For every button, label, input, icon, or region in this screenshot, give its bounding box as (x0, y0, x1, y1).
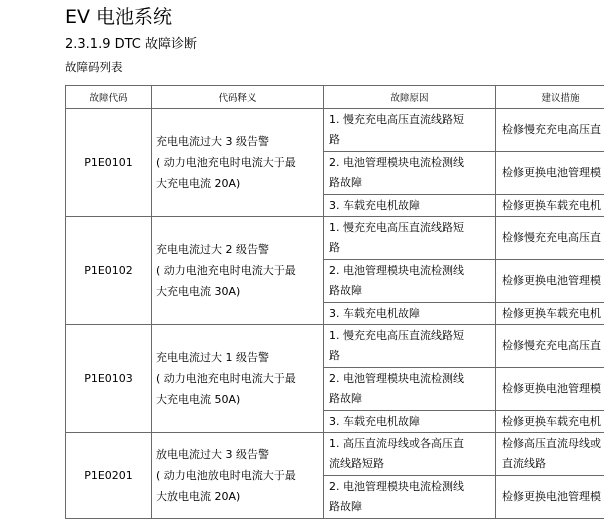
fault-cause-line: 流线路短路 (329, 457, 384, 470)
dtc-table-container (65, 85, 604, 519)
suggested-action-line: 检修更换电池管理模 (502, 166, 601, 179)
fault-cause-line: 1. 慢充充电高压直流线路短 (329, 113, 464, 126)
table-row (66, 325, 604, 368)
fault-cause-line: 1. 慢充充电高压直流线路短 (329, 221, 464, 234)
fault-cause-line: 路故障 (329, 176, 362, 189)
code-meaning-line: 大充电电流 20A) (156, 177, 241, 190)
fault-cause-cell (324, 476, 496, 519)
code-meaning-line: 大充电电流 30A) (156, 285, 241, 298)
fault-cause-line: 2. 电池管理模块电流检测线 (329, 372, 464, 385)
fault-cause-line: 路 (329, 133, 340, 146)
header-fault-code: 故障代码 (66, 86, 152, 109)
suggested-action-cell (496, 368, 604, 411)
suggested-action-line: 检修更换电池管理模 (502, 274, 601, 287)
fault-cause-cell (324, 109, 496, 152)
code-meaning-cell (152, 325, 324, 433)
code-meaning-line: 大充电电流 50A) (156, 393, 241, 406)
fault-code-cell: P1E0201 (66, 433, 152, 519)
fault-code-cell: P1E0102 (66, 217, 152, 325)
fault-cause-line: 路故障 (329, 284, 362, 297)
fault-cause-cell (324, 303, 496, 325)
suggested-action-cell (496, 195, 604, 217)
fault-cause-line: 2. 电池管理模块电流检测线 (329, 480, 464, 493)
fault-cause-line: 路 (329, 349, 340, 362)
fault-cause-cell (324, 325, 496, 368)
table-row (66, 217, 604, 260)
suggested-action-line: 检修高压直流母线或 (502, 437, 601, 450)
suggested-action-cell (496, 303, 604, 325)
header-fault-cause: 故障原因 (324, 86, 496, 109)
suggested-action-cell (496, 152, 604, 195)
fault-cause-cell (324, 195, 496, 217)
fault-cause-line: 2. 电池管理模块电流检测线 (329, 264, 464, 277)
code-meaning-line: ( 动力电池充电时电流大于最 (156, 372, 296, 385)
document-title: EV 电池系统 (65, 6, 173, 28)
fault-code-cell: P1E0103 (66, 325, 152, 433)
suggested-action-cell (496, 109, 604, 152)
code-meaning-line: ( 动力电池充电时电流大于最 (156, 156, 296, 169)
suggested-action-cell (496, 476, 604, 519)
fault-cause-cell (324, 260, 496, 303)
fault-cause-line: 3. 车载充电机故障 (329, 306, 420, 320)
dtc-table (65, 85, 604, 519)
suggested-action-line: 检修更换车载充电机 (502, 306, 601, 320)
suggested-action-line: 检修更换电池管理模 (502, 382, 601, 395)
header-suggested-action: 建议措施 (496, 86, 604, 109)
table-row (66, 109, 604, 152)
fault-cause-cell (324, 368, 496, 411)
code-meaning-line: 充电电流过大 3 级告警 (156, 135, 269, 148)
suggested-action-line: 检修慢充充电高压直 (502, 123, 601, 136)
fault-cause-line: 1. 高压直流母线或各高压直 (329, 437, 464, 450)
suggested-action-line: 检修更换车载充电机 (502, 414, 601, 428)
suggested-action-cell (496, 411, 604, 433)
code-meaning-line: 充电电流过大 1 级告警 (156, 351, 269, 364)
table-row (66, 433, 604, 476)
suggested-action-line: 检修更换车载充电机 (502, 198, 601, 212)
fault-cause-line: 2. 电池管理模块电流检测线 (329, 156, 464, 169)
fault-cause-line: 3. 车载充电机故障 (329, 414, 420, 428)
fault-cause-line: 路故障 (329, 392, 362, 405)
fault-cause-line: 1. 慢充充电高压直流线路短 (329, 329, 464, 342)
table-header-row (66, 86, 604, 109)
code-meaning-line: 充电电流过大 2 级告警 (156, 243, 269, 256)
suggested-action-line: 检修慢充充电高压直 (502, 339, 601, 352)
code-meaning-cell (152, 217, 324, 325)
suggested-action-line: 检修慢充充电高压直 (502, 231, 601, 244)
section-heading: 2.3.1.9 DTC 故障诊断 (65, 37, 198, 52)
fault-cause-cell (324, 433, 496, 476)
code-meaning-line: 大放电电流 20A) (156, 490, 241, 503)
fault-cause-cell (324, 217, 496, 260)
code-meaning-line: ( 动力电池放电时电流大于最 (156, 469, 296, 482)
table-caption: 故障码列表 (65, 60, 123, 74)
fault-cause-cell (324, 152, 496, 195)
suggested-action-cell (496, 260, 604, 303)
suggested-action-line: 检修更换电池管理模 (502, 490, 601, 503)
header-code-meaning: 代码释义 (152, 86, 324, 109)
fault-cause-line: 路 (329, 241, 340, 254)
suggested-action-cell (496, 325, 604, 368)
suggested-action-line: 直流线路 (502, 457, 546, 470)
fault-cause-line: 3. 车载充电机故障 (329, 198, 420, 212)
code-meaning-cell (152, 433, 324, 519)
fault-code-cell: P1E0101 (66, 109, 152, 217)
suggested-action-cell (496, 217, 604, 260)
code-meaning-line: 放电电流过大 3 级告警 (156, 448, 269, 461)
fault-cause-cell (324, 411, 496, 433)
suggested-action-cell (496, 433, 604, 476)
code-meaning-cell (152, 109, 324, 217)
fault-cause-line: 路故障 (329, 500, 362, 513)
code-meaning-line: ( 动力电池充电时电流大于最 (156, 264, 296, 277)
